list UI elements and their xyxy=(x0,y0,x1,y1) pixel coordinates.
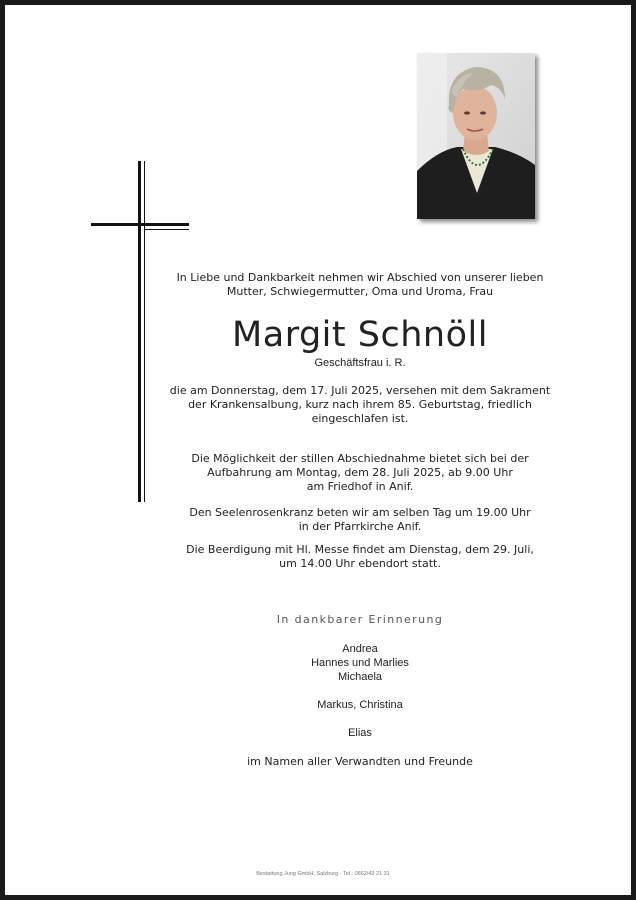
mourners-group-2: Markus, Christina xyxy=(317,699,403,711)
cross-vertical-bar xyxy=(138,161,141,502)
intro-line: Mutter, Schwiegermutter, Oma und Uroma, Frau xyxy=(226,285,494,298)
mourner-name: Michaela xyxy=(337,671,383,683)
intro-text xyxy=(155,271,565,299)
funeral-notice xyxy=(155,543,565,571)
mourners-group-3: Elias xyxy=(348,727,372,739)
footer-imprint: Bestattung Jung GmbH, Salzburg · Tel.: 0662/43 21 31 xyxy=(256,871,390,877)
death-line: der Krankensalbung, kurz nach ihrem 85. Geburtstag, friedlich xyxy=(188,398,532,411)
cross-horizontal-bar xyxy=(91,223,189,226)
mourners-group-1 xyxy=(155,642,565,684)
funeral-line: um 14.00 Uhr ebendort statt. xyxy=(279,557,441,570)
closing-line: im Namen aller Verwandten und Freunde xyxy=(247,755,473,768)
mourner-name: Andrea xyxy=(342,643,378,655)
farewell-line: Die Möglichkeit der stillen Abschiednahme bietet sich bei der xyxy=(191,452,529,465)
farewell-notice xyxy=(155,452,565,494)
cross-horizontal-line xyxy=(144,229,189,230)
portrait-illustration xyxy=(417,53,535,219)
rosary-notice xyxy=(155,506,565,534)
cross-vertical-line xyxy=(144,161,145,502)
rosary-line: Den Seelenrosenkranz beten wir am selben Tag um 19.00 Uhr xyxy=(189,506,531,519)
occupation: Geschäftsfrau i. R. xyxy=(314,357,406,369)
mourner-name: Hannes und Marlies xyxy=(311,657,409,669)
intro-line: In Liebe und Dankbarkeit nehmen wir Abschied von unserer lieben xyxy=(176,271,544,284)
farewell-line: Aufbahrung am Montag, dem 28. Juli 2025, ab 9.00 Uhr xyxy=(207,466,513,479)
death-line: eingeschlafen ist. xyxy=(311,412,409,425)
deceased-name: Margit Schnöll xyxy=(232,315,488,355)
rosary-line: in der Pfarrkirche Anif. xyxy=(298,520,422,533)
memory-heading: In dankbarer Erinnerung xyxy=(276,613,444,626)
death-notice xyxy=(155,384,565,426)
portrait-photo xyxy=(417,53,535,219)
farewell-line: am Friedhof in Anif. xyxy=(306,480,414,493)
funeral-line: Die Beerdigung mit Hl. Messe findet am Dienstag, dem 29. Juli, xyxy=(186,543,534,556)
death-line: die am Donnerstag, dem 17. Juli 2025, versehen mit dem Sakrament xyxy=(169,384,551,397)
